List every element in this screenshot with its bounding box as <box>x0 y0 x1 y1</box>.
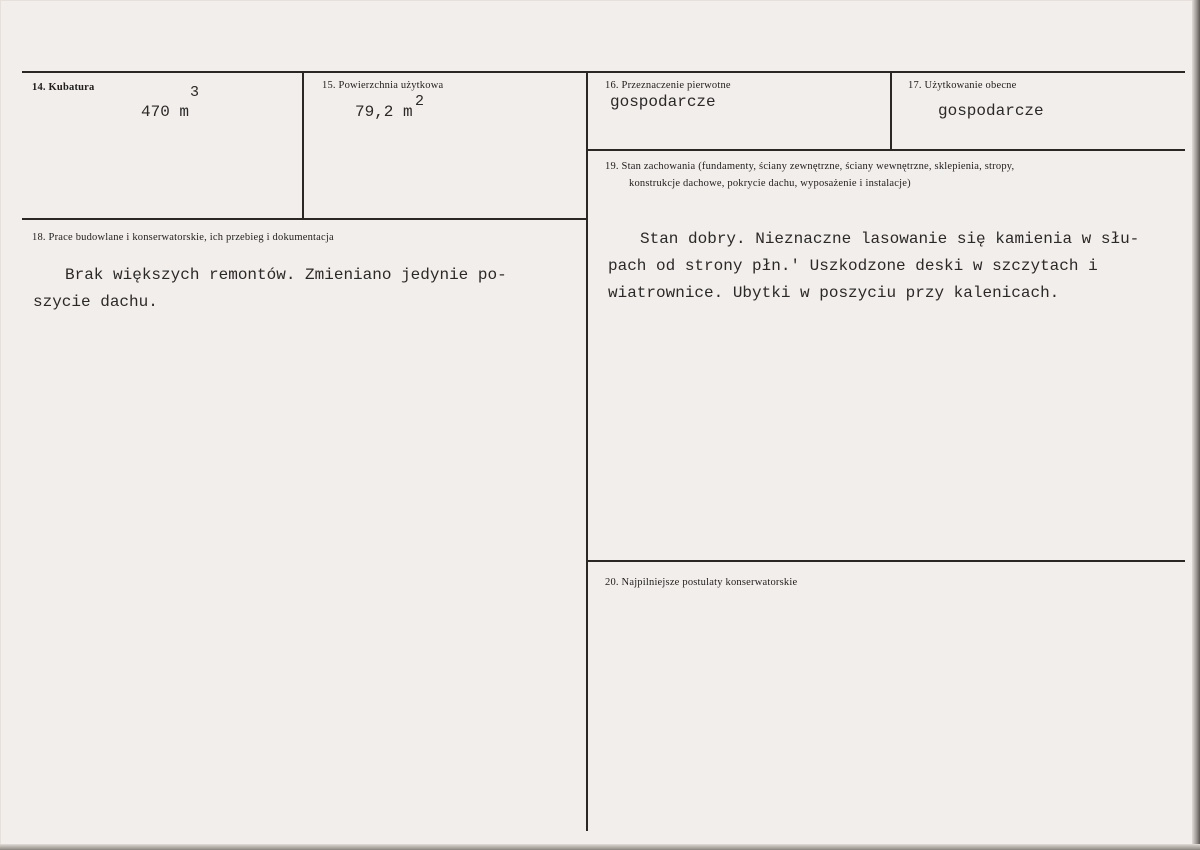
field-19-label-line1: 19. Stan zachowania (fundamenty, ściany zewnętrzne, ściany wewnętrzne, sklepienia, stropy, <box>605 161 1015 172</box>
field-14-label: 14. Kubatura <box>32 82 95 93</box>
field-18-line: Brak większych remontów. Zmieniano jedynie po- <box>65 266 507 284</box>
field-16-value: gospodarcze <box>610 93 716 111</box>
field-19-text <box>608 226 1139 307</box>
field-17-label: 17. Użytkowanie obecne <box>908 80 1017 91</box>
field-19-line: wiatrownice. Ubytki w poszyciu przy kalenicach. <box>608 284 1060 302</box>
top-rule <box>22 71 1185 73</box>
divider-14-15 <box>302 71 304 219</box>
field-15-value: 79,2 m <box>355 103 413 121</box>
field-18-text <box>33 262 507 316</box>
field-14-exponent: 3 <box>190 84 200 101</box>
rule-under-14-15 <box>22 218 588 220</box>
divider-main <box>586 71 588 831</box>
card-edge-right <box>1192 0 1200 850</box>
field-19-line: pach od strony płn.' Uszkodzone deski w szczytach i <box>608 257 1098 275</box>
field-18-label: 18. Prace budowlane i konserwatorskie, ich przebieg i dokumentacja <box>32 232 334 243</box>
field-19-label-line2: konstrukcje dachowe, pokrycie dachu, wyposażenie i instalacje) <box>629 178 911 189</box>
field-15-label: 15. Powierzchnia użytkowa <box>322 80 444 91</box>
divider-16-17 <box>890 71 892 150</box>
field-15-exponent: 2 <box>415 93 425 110</box>
field-19-line: Stan dobry. Nieznaczne lasowanie się kamienia w słu- <box>640 230 1140 248</box>
field-14-value: 470 m <box>141 103 190 121</box>
field-16-label: 16. Przeznaczenie pierwotne <box>605 80 731 91</box>
card-edge-bottom <box>0 844 1200 850</box>
rule-above-20 <box>588 560 1185 562</box>
field-17-value: gospodarcze <box>938 102 1044 120</box>
field-20-label: 20. Najpilniejsze postulaty konserwatorskie <box>605 577 798 588</box>
field-18-line: szycie dachu. <box>33 293 158 311</box>
rule-under-16-17 <box>588 149 1185 151</box>
